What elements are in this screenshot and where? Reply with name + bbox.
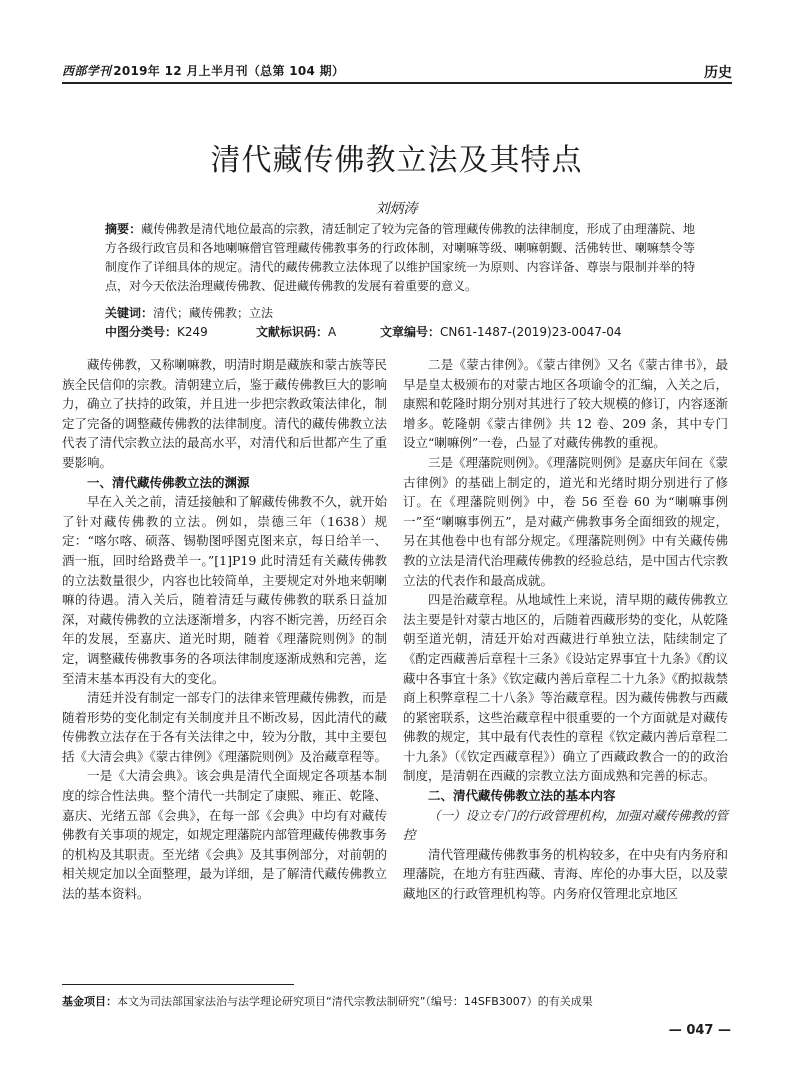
body-paragraph: 早在入关之前，清廷接触和了解藏传佛教不久，就开始了针对藏传佛教的立法。例如，崇德三年（1638）规定：“喀尔喀、硕落、锡勒图呼图克图来京，每日给羊一、酒一瓶，回时给路费羊一。”[1]P19 此时清廷有关藏传佛教的立法数量很少，内容也比较简单，主要规定对外地来朝喇嘛的待遇。清入关后，随着清廷与藏传佛教的联系日益加深，对藏传佛教的立法逐渐增多，内容不断完善，历经百余年的发展，至嘉庆、道光时期，随着《理藩院则例》的制定，调整藏传佛教事务的各项法律制度逐渐成熟和完善，迄至清末基本再没有大的变化。 — [62, 494, 388, 686]
section-label: 历史 — [704, 65, 732, 81]
section-heading: 一、清代藏传佛教立法的渊源 — [87, 474, 250, 490]
journal-issue — [62, 62, 344, 79]
body-paragraph: 清廷并没有制定一部专门的法律来管理藏传佛教，而是随着形势的变化制定有关制度并且不断改易，因此清代的藏传佛教立法存在于各有关法律之中，较为分散，其中主要包括《大清会典》《蒙古律例》《理藩院则例》及治藏章程等。 — [62, 690, 388, 764]
abstract-label: 摘要： — [105, 222, 142, 236]
page-number: — 047 — — [668, 1023, 731, 1038]
clc-value: K249 — [177, 325, 208, 339]
article-no-label: 文章编号： — [380, 325, 441, 339]
fund-note — [62, 993, 732, 1009]
running-header — [62, 60, 732, 84]
clc-number — [105, 323, 208, 340]
body-paragraph: 三是《理藩院则例》。《理藩院则例》是嘉庆年间在《蒙古律例》的基础上制定的，道光和光绪时期分别进行了修订。在《理藩院则例》中，卷 56 至卷 60 为“喇嘛事例一”至“喇嘛事例五”，是对藏产佛教事务全面细致的规定，另在其他卷中也有部分规定。《理藩院则例》中有关藏传佛教的立法是清代治理藏传佛教的经验总结，是中国古代宗教立法的代表作和最高成就。 — [403, 454, 729, 588]
body-paragraph: 二是《蒙古律例》。《蒙古律例》又名《蒙古律书》，最早是皇太极颁布的对蒙古地区各项谕令的汇编，入关之后，康熙和乾隆时期分别对其进行了较大规模的修订，内容逐渐增多。乾隆朝《蒙古律例》共 12 卷、209 条，其中专门设立“喇嘛例”一卷，凸显了对藏传佛教的重视。 — [403, 357, 729, 451]
keywords-text: 清代；藏传佛教；立法 — [153, 306, 274, 320]
body-paragraph: 四是治藏章程。从地域性上来说，清早期的藏传佛教立法主要是针对蒙古地区的，后随着西藏形势的变化，从乾隆朝至道光朝，清廷开始对西藏进行单独立法，陆续制定了《酌定西藏善后章程十三条》《设站定界事宜十九条》《酌议藏中各事宜十条》《钦定藏内善后章程二十九条》《酌拟裁禁商上积弊章程二十八条》等治藏章程。因为藏传佛教与西藏的紧密联系，这些治藏章程中很重要的一个方面就是对藏传佛教的规定，其中最有代表性的章程《钦定藏内善后章程二十九条》（《钦定西藏章程》）确立了西藏政教合一的的政治制度，是清朝在西藏的宗教立法方面成熟和完善的标志。 — [403, 592, 729, 784]
issue-label: 2019年 12 月上半月刊（总第 104 期） — [113, 64, 345, 78]
keywords — [105, 304, 273, 321]
body-paragraph: 一是《大清会典》。该会典是清代全面规定各项基本制度的综合性法典。整个清代一共制定了康熙、雍正、乾隆、嘉庆、光绪五部《会典》，在每一部《会典》中均有对藏传佛教有关事项的规定，如规定理藩院内部管理藏传佛教事务的机构及其职责。至光绪《会典》及其事例部分，对前朝的相关规定加以全面整理，最为详细，是了解清代藏传佛教立法的基本资料。 — [62, 768, 388, 902]
left-column — [62, 355, 387, 904]
doc-code-label: 文献标识码： — [256, 325, 329, 339]
subsection-heading: （一）设立专门的行政管理机构，加强对藏传佛教的管控 — [403, 807, 729, 843]
doc-code-value: A — [328, 325, 337, 339]
fund-text: 本文为司法部国家法治与法学理论研究项目“清代宗教法制研究”（编号：14SFB3007）的有关成果 — [117, 995, 593, 1008]
journal-name: 西部学刊 — [62, 64, 112, 78]
body-paragraph: 藏传佛教，又称喇嘛教，明清时期是藏族和蒙古族等民族全民信仰的宗教。清朝建立后，鉴于藏传佛教巨大的影响力，确立了扶持的政策，并且进一步把宗教政策法律化，制定了完备的调整藏传佛教的法律制度。清代的藏传佛教立法代表了清代宗教立法的最高水平，对清代和后世都产生了重要影响。 — [62, 357, 388, 470]
article-no-value: CN61-1487-(2019)23-0047-04 — [440, 325, 622, 339]
fund-label: 基金项目： — [62, 995, 117, 1008]
abstract — [105, 220, 695, 296]
section-heading: 二、清代藏传佛教立法的基本内容 — [428, 788, 616, 804]
doc-code — [256, 323, 336, 340]
abstract-text: 藏传佛教是清代地位最高的宗教，清廷制定了较为完备的管理藏传佛教的法律制度，形成了由理藩院、地方各级行政官员和各地喇嘛僧官管理藏传佛教事务的行政体制，对喇嘛等级、喇嘛朝觐、活佛转世、喇嘛禁令等制度作了详细具体的规定。清代的藏传佛教立法体现了以维护国家统一为原则、内容详备、尊崇与限制并举的特点，对今天依法治理藏传佛教、促进藏传佛教的发展有着重要的意义。 — [105, 222, 695, 293]
right-column — [403, 355, 728, 904]
article-author: 刘炳涛 — [375, 201, 418, 217]
clc-label: 中图分类号： — [105, 325, 178, 339]
keywords-label: 关键词： — [105, 306, 154, 320]
article-number — [380, 323, 621, 340]
article-title: 清代藏传佛教立法及其特点 — [210, 143, 583, 178]
footnote-rule — [62, 984, 294, 985]
body-paragraph: 清代管理藏传佛教事务的机构较多，在中央有内务府和理藩院，在地方有驻西藏、青海、库伦的办事大臣，以及蒙藏地区的行政管理机构等。内务府仅管理北京地区 — [403, 846, 729, 902]
